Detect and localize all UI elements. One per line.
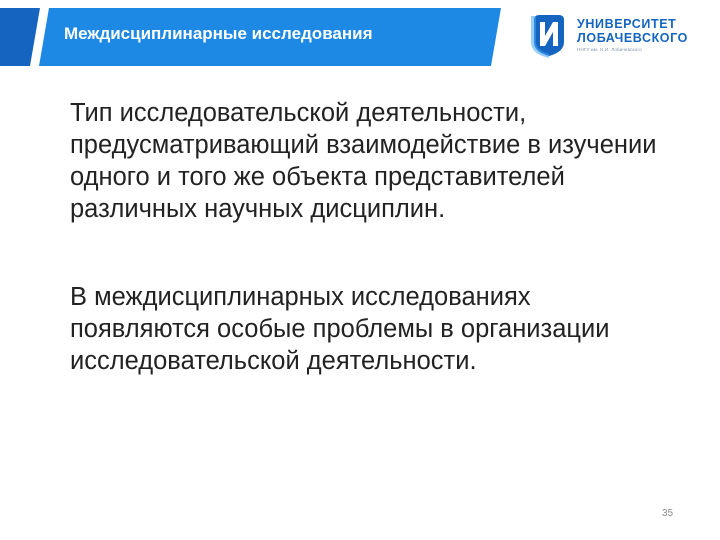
definition-paragraph: Тип исследовательской деятельности, предусматривающий взаимодействие в изучении одного и того же объекта представителей различных научных дисциплин. [70, 99, 657, 223]
logo-line-2: ЛОБАЧЕВСКОГО [577, 31, 688, 45]
university-n-emblem-icon [527, 12, 571, 58]
problems-paragraph: В междисциплинарных исследованиях появляются особые проблемы в организации исследовательской деятельности. [70, 283, 610, 375]
university-logo [527, 12, 707, 62]
logo-line-1: УНИВЕРСИТЕТ [577, 17, 677, 31]
header-band-left-block [0, 8, 40, 66]
slide-title: Междисциплинарные исследования [64, 24, 373, 43]
slide-content [70, 97, 690, 377]
page-number: 35 [662, 508, 674, 519]
logo-tagline: ННГУ им. Н.И. Лобачевского [577, 47, 642, 52]
